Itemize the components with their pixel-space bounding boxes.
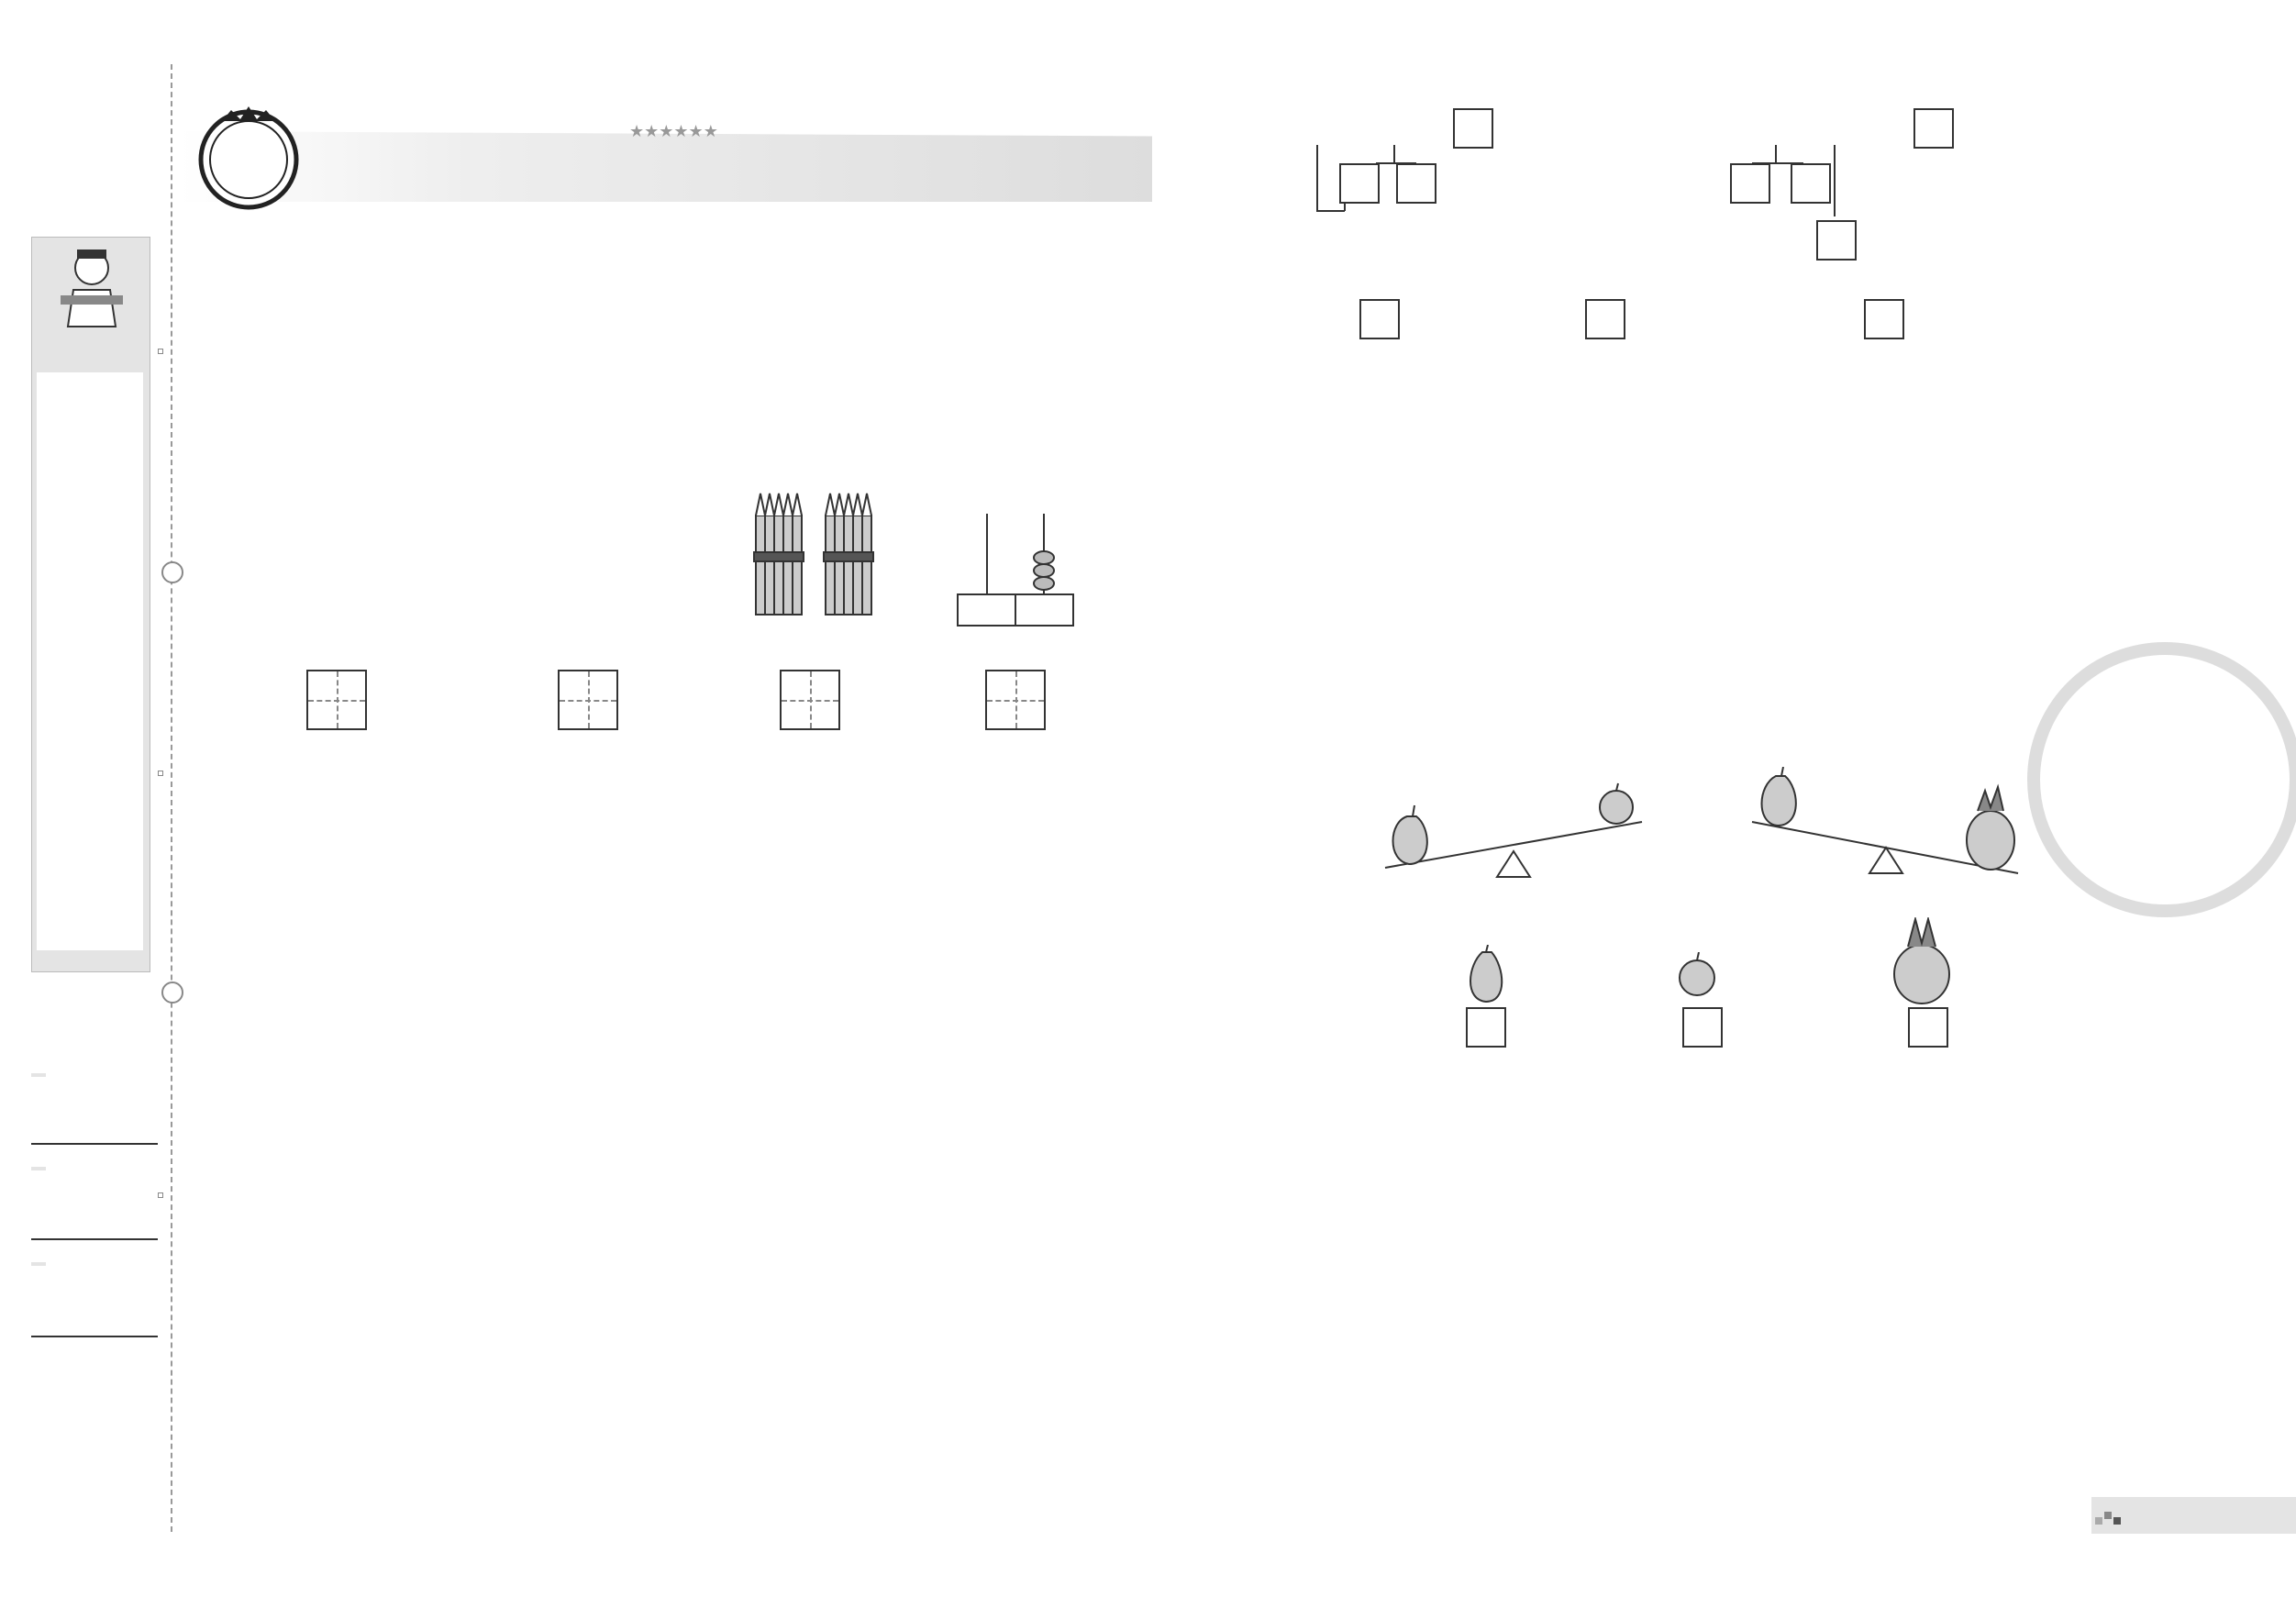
binding-mark-zhuang [158, 349, 163, 354]
s2-q2-a [1308, 114, 1356, 142]
balance-scale-2 [1743, 767, 2027, 895]
class-field[interactable] [31, 1238, 158, 1240]
s2-q3-2 [1534, 306, 1589, 335]
weight-answer-apple[interactable] [1682, 1007, 1723, 1048]
s1-q3 [238, 842, 312, 871]
weight-answer-pineapple[interactable] [1908, 1007, 1948, 1048]
weight-answer-pear[interactable] [1466, 1007, 1506, 1048]
s1-q5-a [272, 1068, 308, 1096]
s2-q2-a-answer[interactable] [1453, 108, 1493, 149]
binding-hole [161, 981, 183, 1004]
s2-q2-a-split-2[interactable] [1396, 163, 1436, 204]
apple-icon [1677, 952, 1717, 998]
pencil-bundle-1 [750, 488, 807, 616]
s2-q2-a-split-1[interactable] [1339, 163, 1380, 204]
answer-box-peach[interactable] [558, 670, 618, 730]
s2-q2-b-split-2[interactable] [1791, 163, 1831, 204]
abacus [954, 510, 1077, 629]
footer-tag-dots [2095, 1508, 2123, 1526]
s2-q3-2-box[interactable] [1585, 299, 1625, 339]
answer-box-pencil[interactable] [780, 670, 840, 730]
s2-q2-b-split-3[interactable] [1816, 220, 1857, 261]
name-field[interactable] [31, 1143, 158, 1145]
pineapple-icon [1890, 917, 1954, 1005]
pencil-bundle-2 [820, 488, 877, 616]
class-label [31, 1167, 46, 1170]
confidential-stamp [2027, 642, 2296, 917]
pear-icon [1460, 945, 1512, 1004]
balance-scale-1 [1376, 780, 1651, 890]
binding-line [171, 64, 172, 1532]
binding-mark-xian [158, 1192, 163, 1198]
name-label [31, 1073, 46, 1077]
sidebar-poem [37, 372, 143, 950]
s1-q5-b [272, 1137, 345, 1166]
paper-label: ★★★★★★ [629, 122, 718, 141]
binding-mark-ding [158, 771, 163, 776]
s2-q2-b [1767, 114, 1814, 142]
s2-q3-1 [1306, 306, 1361, 335]
school-label [31, 1262, 46, 1266]
s2-q2-b-split-1[interactable] [1730, 163, 1770, 204]
answer-box-strawberry[interactable] [306, 670, 367, 730]
school-field[interactable] [31, 1336, 158, 1337]
s1-q4 [238, 914, 349, 942]
s2-q3-3 [1765, 306, 1820, 335]
binding-hole [161, 561, 183, 583]
logo-seal [194, 103, 303, 211]
s1-q5-c [272, 1207, 345, 1236]
answer-box-abacus[interactable] [985, 670, 1046, 730]
s2-q2-b-answer[interactable] [1913, 108, 1954, 149]
s2-q3-3-box[interactable] [1864, 299, 1904, 339]
s2-q3-1-box[interactable] [1359, 299, 1400, 339]
s1-q2 [238, 772, 275, 801]
scholar-figure [55, 246, 128, 330]
